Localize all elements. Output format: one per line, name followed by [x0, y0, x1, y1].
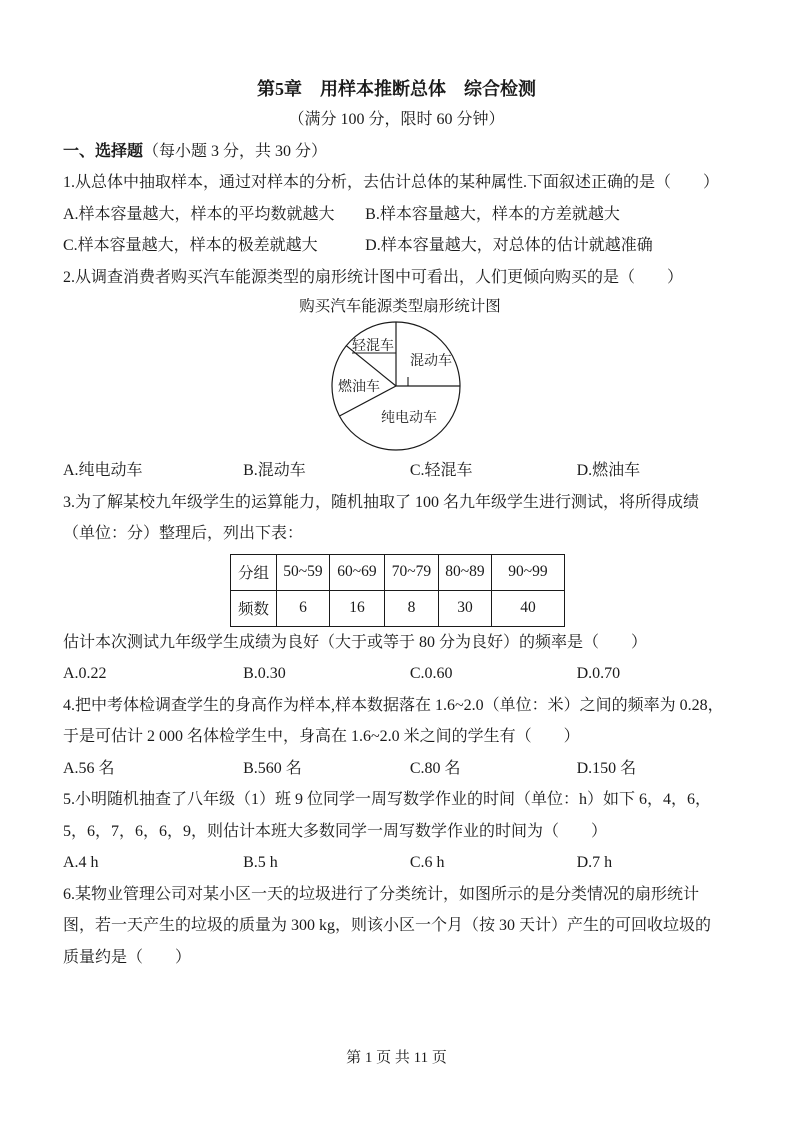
question-3-text-line-2: （单位：分）整理后，列出下表：: [63, 525, 304, 542]
section-heading: [63, 136, 730, 168]
question-6-text-line-3: 质量约是（ ）: [63, 948, 192, 966]
q4-option-c: C.80 名: [409, 759, 461, 777]
q1-option-c: C.样本容量越大，样本的极差就越大: [63, 237, 318, 254]
question-2-options: [63, 455, 730, 487]
table-cell: 50~59: [277, 554, 330, 590]
table-cell: 分组: [231, 554, 277, 590]
question-3-text-line-1: 3.为了解某校九年级学生的运算能力，随机抽取了 100 名九年级学生进行测试，将所得成绩: [63, 493, 700, 511]
table-cell: 频数: [231, 590, 277, 626]
table-cell: 8: [385, 590, 439, 626]
table-cell: 16: [330, 590, 385, 626]
q3-option-a: A.0.22: [63, 665, 107, 682]
q3-option-b: B.0.30: [243, 665, 286, 682]
pie-label-fuel: 燃油车: [338, 380, 380, 395]
question-5-options: [63, 847, 730, 879]
q2-option-a: A.纯电动车: [63, 462, 143, 479]
pie-label-hybrid: 混动车: [410, 354, 452, 369]
section-title: 一、选择题: [63, 142, 144, 160]
q4-option-d: D.150 名: [576, 759, 637, 777]
page-number: 第 1 页 共 11 页: [346, 1050, 447, 1066]
q5-option-b: B.5 h: [243, 854, 278, 871]
pie-label-ev: 纯电动车: [381, 411, 437, 426]
q5-option-c: C.6 h: [409, 854, 445, 871]
q1-option-a: A.样本容量越大，样本的平均数就越大: [63, 205, 335, 223]
question-5-text-line-2: 5，6，7，6，6，9，则估计本班大多数同学一周写数学作业的时间为（ ）: [63, 822, 608, 840]
table-cell: 6: [277, 590, 330, 626]
frequency-table: [230, 554, 565, 627]
question-1-options-row-1: [63, 199, 730, 231]
table-cell: 40: [492, 590, 565, 626]
question-4-options: [63, 753, 730, 785]
question-2-text: 2.从调查消费者购买汽车能源类型的扇形统计图中可看出，人们更倾向购买的是（ ）: [63, 268, 684, 286]
table-row-groups: [231, 554, 565, 590]
q5-option-d: D.7 h: [576, 854, 613, 871]
q1-option-b: B.样本容量越大，样本的方差就越大: [365, 205, 620, 223]
pie-label-light-hybrid: 轻混车: [352, 339, 394, 354]
q2-option-d: D.燃油车: [576, 462, 641, 479]
q4-option-a: A.56 名: [63, 759, 115, 777]
q1-option-d: D.样本容量越大，对总体的估计就越准确: [365, 237, 653, 254]
pie-chart-title: 购买汽车能源类型扇形统计图: [299, 298, 501, 315]
q4-option-b: B.560 名: [243, 759, 302, 777]
doc-subtitle: （满分 100 分，限时 60 分钟）: [288, 111, 505, 128]
q5-option-a: A.4 h: [63, 854, 99, 871]
table-cell: 60~69: [330, 554, 385, 590]
q2-option-c: C.轻混车: [409, 462, 473, 479]
table-cell: 80~89: [439, 554, 492, 590]
question-1-text: 1.从总体中抽取样本，通过对样本的分析，去估计总体的某种属性.下面叙述正确的是（ ）: [63, 174, 720, 191]
question-6-text-line-2: 图，若一天产生的垃圾的质量为 300 kg，则该小区一个月（按 30 天计）产生的可回收垃圾的: [63, 917, 712, 934]
q3-option-d: D.0.70: [576, 665, 621, 682]
section-note: （每小题 3 分，共 30 分）: [143, 142, 328, 160]
doc-title: 第5章 用样本推断总体 综合检测: [257, 79, 536, 99]
question-4-text-line-1: 4.把中考体检调查学生的身高作为样本,样本数据落在 1.6~2.0（单位：米）之间的频率为 0.28，: [63, 696, 724, 714]
table-cell: 70~79: [385, 554, 439, 590]
table-cell: 30: [439, 590, 492, 626]
table-row-frequencies: [231, 590, 565, 626]
question-6-text-line-1: 6.某物业管理公司对某小区一天的垃圾进行了分类统计，如图所示的是分类情况的扇形统计: [63, 885, 700, 903]
q2-option-b: B.混动车: [243, 462, 306, 479]
table-cell: 90~99: [492, 554, 565, 590]
question-3-text-line-3: 估计本次测试九年级学生成绩为良好（大于或等于 80 分为良好）的频率是（ ）: [63, 633, 648, 651]
pie-chart: [280, 319, 520, 455]
question-3-options: [63, 658, 730, 690]
question-1-options-row-2: [63, 230, 730, 262]
page-content: [0, 76, 793, 1067]
question-4-text-line-2: 于是可估计 2 000 名体检学生中，身高在 1.6~2.0 米之间的学生有（ ）: [63, 728, 580, 745]
question-5-text-line-1: 5.小明随机抽查了八年级（1）班 9 位同学一周写数学作业的时间（单位：h）如下 6，4，6，: [63, 791, 712, 808]
q3-option-c: C.0.60: [409, 665, 453, 682]
